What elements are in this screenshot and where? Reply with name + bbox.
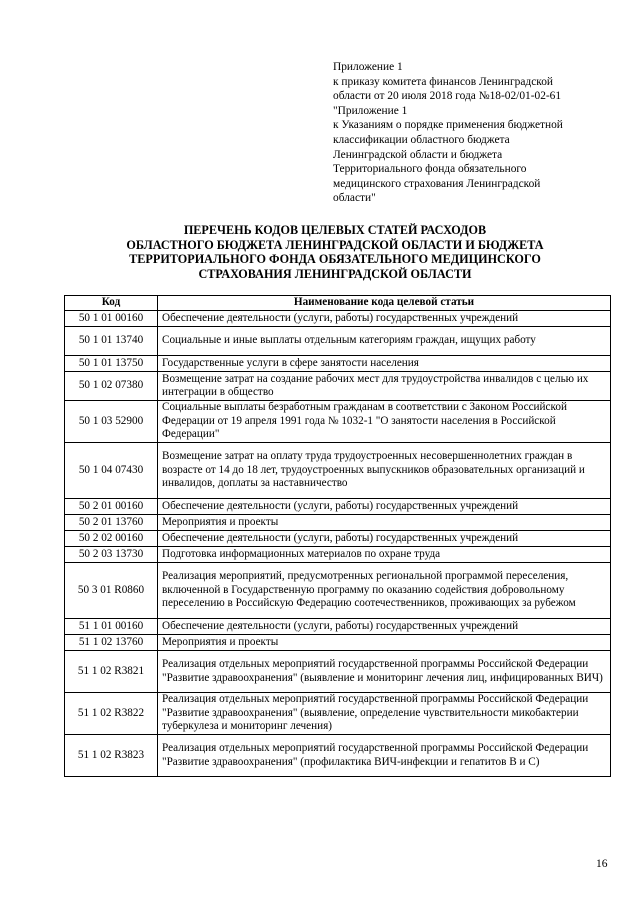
appendix-line: к Указаниям о порядке применения бюджетной [333,119,563,132]
table-row [65,327,611,356]
row-code: 50 2 01 13760 [65,515,158,531]
row-code: 50 2 03 13730 [65,547,158,563]
title-line: СТРАХОВАНИЯ ЛЕНИНГРАДСКОЙ ОБЛАСТИ [198,266,472,281]
row-name: Мероприятия и проекты [158,515,611,531]
appendix-note [333,60,618,206]
row-name: Государственные услуги в сфере занятости населения [158,356,611,372]
appendix-line: Территориального фонда обязательного [333,163,527,176]
table-row [65,635,611,651]
table-row [65,563,611,619]
table-row [65,311,611,327]
row-name: Обеспечение деятельности (услуги, работы) государственных учреждений [158,619,611,635]
table-row [65,401,611,443]
row-code: 50 1 01 13750 [65,356,158,372]
row-code: 51 1 02 R3823 [65,735,158,777]
row-name: Реализация мероприятий, предусмотренных региональной программой переселения, включенной в Государственную программу по оказанию содействия добровольному переселению в Российскую Федерацию соотечественников, проживающих за рубежом [158,563,611,619]
row-name: Реализация отдельных мероприятий государственной программы Российской Федерации "Развитие здравоохранения" (профилактика ВИЧ-инфекции и гепатитов В и С) [158,735,611,777]
row-code: 50 1 03 52900 [65,401,158,443]
header-name: Наименование кода целевой статьи [158,296,611,311]
table-row [65,735,611,777]
table-row [65,547,611,563]
table-row [65,693,611,735]
row-code: 50 1 01 13740 [65,327,158,356]
appendix-line: области от 20 июля 2018 года №18-02/01-02-61 [333,90,562,103]
row-name: Возмещение затрат на оплату труда трудоустроенных несовершеннолетних граждан в возрасте от 14 до 18 лет, трудоустроенных выпускников образовательных организаций и инвалидов, доплаты за наставничество [158,443,611,499]
table-row [65,356,611,372]
row-name: Мероприятия и проекты [158,635,611,651]
appendix-line: Приложение 1 [333,61,403,73]
table-header-row [65,296,611,311]
appendix-line: "Приложение 1 [333,104,408,117]
row-name: Реализация отдельных мероприятий государственной программы Российской Федерации "Развитие здравоохранения" (выявление и мониторинг лечения лиц, инфицированных ВИЧ) [158,651,611,693]
appendix-line: Ленинградской области и бюджета [333,148,503,161]
table-row [65,372,611,401]
target-codes-table [64,295,611,777]
row-name: Подготовка информационных материалов по охране труда [158,547,611,563]
page-number: 16 [596,858,608,870]
document-title [70,223,600,281]
row-code: 50 1 01 00160 [65,311,158,327]
appendix-line: классификации областного бюджета [333,133,510,146]
row-code: 51 1 02 R3821 [65,651,158,693]
appendix-line: медицинского страхования Ленинградской [333,177,541,190]
table-row [65,443,611,499]
row-name: Обеспечение деятельности (услуги, работы) государственных учреждений [158,311,611,327]
title-line: ПЕРЕЧЕНЬ КОДОВ ЦЕЛЕВЫХ СТАТЕЙ РАСХОДОВ [183,223,487,237]
row-code: 50 1 02 07380 [65,372,158,401]
row-code: 51 1 01 00160 [65,619,158,635]
row-code: 51 1 02 R3822 [65,693,158,735]
table-row [65,619,611,635]
row-code: 51 1 02 13760 [65,635,158,651]
table-row [65,499,611,515]
table-row [65,531,611,547]
table-row [65,515,611,531]
row-code: 50 2 01 00160 [65,499,158,515]
row-name: Социальные и иные выплаты отдельным категориям граждан, ищущих работу [158,327,611,356]
row-code: 50 3 01 R0860 [65,563,158,619]
header-code: Код [65,296,158,311]
title-line: ОБЛАСТНОГО БЮДЖЕТА ЛЕНИНГРАДСКОЙ ОБЛАСТИ И БЮДЖЕТА [126,237,544,252]
table-row [65,651,611,693]
row-code: 50 1 04 07430 [65,443,158,499]
row-name: Обеспечение деятельности (услуги, работы) государственных учреждений [158,499,611,515]
title-line: ТЕРРИТОРИАЛЬНОГО ФОНДА ОБЯЗАТЕЛЬНОГО МЕДИЦИНСКОГО [129,252,541,267]
row-name: Социальные выплаты безработным гражданам в соответствии с Законом Российской Федерации от 19 апреля 1991 года № 1032-1 "О занятости населения в Российской Федерации" [158,401,611,443]
appendix-line: области" [333,192,376,205]
row-name: Возмещение затрат на создание рабочих мест для трудоустройства инвалидов с целью их интеграции в общество [158,372,611,401]
row-name: Обеспечение деятельности (услуги, работы) государственных учреждений [158,531,611,547]
row-code: 50 2 02 00160 [65,531,158,547]
appendix-line: к приказу комитета финансов Ленинградской [333,75,553,88]
row-name: Реализация отдельных мероприятий государственной программы Российской Федерации "Развитие здравоохранения" (выявление, определение чувствительности микобактерии туберкулеза и мониторинг лечения) [158,693,611,735]
